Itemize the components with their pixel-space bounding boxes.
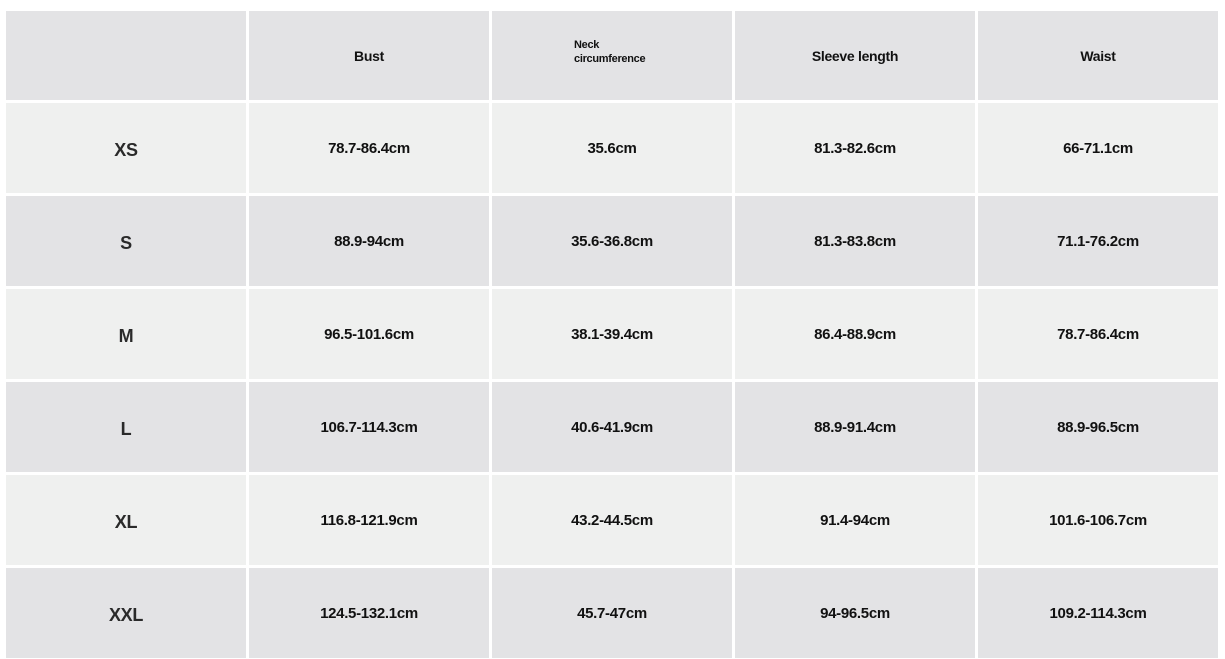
sleeve-value-xxl: 94-96.5cm — [735, 568, 975, 658]
size-label-xxl: XXL — [6, 568, 246, 658]
size-label-m: M — [6, 289, 246, 379]
waist-value-l: 88.9-96.5cm — [978, 382, 1218, 472]
header-neck-line2: circumference — [574, 52, 646, 65]
bust-value-s: 88.9-94cm — [249, 196, 489, 286]
size-label-s: S — [6, 196, 246, 286]
neck-value-m: 38.1-39.4cm — [492, 289, 732, 379]
waist-value-xs: 66-71.1cm — [978, 103, 1218, 193]
neck-value-xs: 35.6cm — [492, 103, 732, 193]
neck-value-s: 35.6-36.8cm — [492, 196, 732, 286]
neck-value-xl: 43.2-44.5cm — [492, 475, 732, 565]
sleeve-value-xl: 91.4-94cm — [735, 475, 975, 565]
bust-value-xxl: 124.5-132.1cm — [249, 568, 489, 658]
waist-value-xxl: 109.2-114.3cm — [978, 568, 1218, 658]
size-label-xs: XS — [6, 103, 246, 193]
bust-value-xs: 78.7-86.4cm — [249, 103, 489, 193]
header-corner-cell — [6, 11, 246, 100]
bust-value-m: 96.5-101.6cm — [249, 289, 489, 379]
waist-value-xl: 101.6-106.7cm — [978, 475, 1218, 565]
size-chart-table — [6, 11, 1218, 658]
bust-value-l: 106.7-114.3cm — [249, 382, 489, 472]
header-neck-line1: Neck — [574, 38, 600, 51]
header-neck-circumference — [492, 11, 732, 100]
header-sleeve-length: Sleeve length — [735, 11, 975, 100]
sleeve-value-s: 81.3-83.8cm — [735, 196, 975, 286]
sleeve-value-l: 88.9-91.4cm — [735, 382, 975, 472]
header-waist: Waist — [978, 11, 1218, 100]
header-bust: Bust — [249, 11, 489, 100]
sleeve-value-m: 86.4-88.9cm — [735, 289, 975, 379]
waist-value-s: 71.1-76.2cm — [978, 196, 1218, 286]
neck-value-l: 40.6-41.9cm — [492, 382, 732, 472]
bust-value-xl: 116.8-121.9cm — [249, 475, 489, 565]
waist-value-m: 78.7-86.4cm — [978, 289, 1218, 379]
sleeve-value-xs: 81.3-82.6cm — [735, 103, 975, 193]
size-label-l: L — [6, 382, 246, 472]
size-label-xl: XL — [6, 475, 246, 565]
neck-value-xxl: 45.7-47cm — [492, 568, 732, 658]
